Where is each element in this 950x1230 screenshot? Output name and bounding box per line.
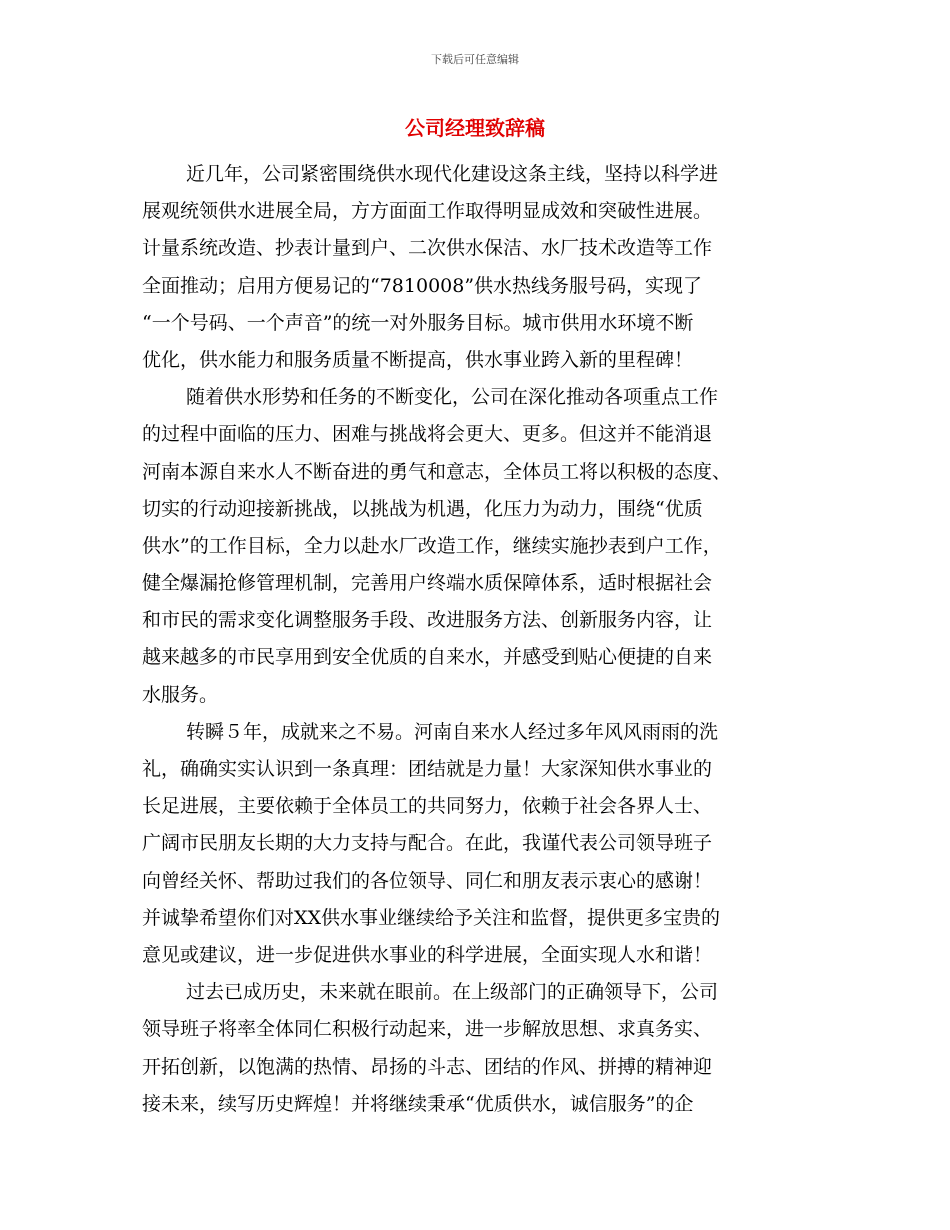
text-line: 近几年，公司紧密围绕供水现代化建设这条主线，坚持以科学进 xyxy=(186,163,719,185)
text-line: 接未来，续写历史辉煌！并将继续秉承“优质供水，诚信服务”的企 xyxy=(142,1092,694,1115)
text-line: 展观统领供水进展全局，方方面面工作取得明显成效和突破性进展。 xyxy=(142,200,713,223)
paragraph-2 xyxy=(142,379,802,714)
text-line: 河南本源自来水人不断奋进的勇气和意志，全体员工将以积极的态度、 xyxy=(142,460,732,483)
paragraph-3 xyxy=(142,714,802,974)
text-line: 并诚挚希望你们对XX供水事业继续给予关注和监督，提供更多宝贵的 xyxy=(142,906,721,929)
text-line: 随着供水形势和任务的不断变化，公司在深化推动各项重点工作 xyxy=(186,386,719,409)
text-line: 水服务。 xyxy=(142,683,219,706)
text-line: 广阔市民朋友长期的大力支持与配合。在此，我谨代表公司领导班子 xyxy=(142,832,713,855)
header-note: 下载后可任意编辑 xyxy=(431,53,519,66)
text-line: “一个号码、一个声音”的统一对外服务目标。城市供用水环境不断 xyxy=(142,311,694,334)
text-line: 领导班子将率全体同仁积极行动起来，进一步解放思想、求真务实、 xyxy=(142,1018,713,1041)
text-line: 供水”的工作目标，全力以赴水厂改造工作，继续实施抄表到户工作， xyxy=(142,534,722,557)
text-line: 过去已成历史，未来就在眼前。在上级部门的正确领导下，公司 xyxy=(186,981,719,1004)
text-line: 转瞬５年，成就来之不易。河南自来水人经过多年风风雨雨的洗 xyxy=(186,720,719,743)
text-line: 礼，确确实实认识到一条真理：团结就是力量！大家深知供水事业的 xyxy=(142,758,713,780)
text-line: 全面推动；启用方便易记的“7810008”供水热线务服号码，实现了 xyxy=(142,274,703,297)
text-line: 切实的行动迎接新挑战，以挑战为机遇，化压力为动力，围绕“优质 xyxy=(142,497,703,520)
text-line: 健全爆漏抢修管理机制，完善用户终端水质保障体系，适时根据社会 xyxy=(142,572,713,595)
text-line: 越来越多的市民享用到安全优质的自来水，并感受到贴心便捷的自来 xyxy=(142,646,713,669)
text-line: 的过程中面临的压力、困难与挑战将会更大、更多。但这并不能消退 xyxy=(142,423,713,446)
document-body xyxy=(142,156,802,1123)
paragraph-1 xyxy=(142,156,802,379)
text-line: 向曾经关怀、帮助过我们的各位领导、同仁和朋友表示衷心的感谢！ xyxy=(142,869,713,892)
text-line: 和市民的需求变化调整服务手段、改进服务方法、创新服务内容，让 xyxy=(142,609,713,632)
document-title: 公司经理致辞稿 xyxy=(405,116,545,140)
text-line: 开拓创新，以饱满的热情、昂扬的斗志、团结的作风、拼搏的精神迎 xyxy=(142,1055,713,1078)
text-line: 优化，供水能力和服务质量不断提高，供水事业跨入新的里程碑！ xyxy=(142,348,694,371)
text-line: 计量系统改造、抄表计量到户、二次供水保洁、水厂技术改造等工作 xyxy=(142,237,713,260)
text-line: 长足进展，主要依赖于全体员工的共同努力，依赖于社会各界人士、 xyxy=(142,795,713,818)
paragraph-4 xyxy=(142,974,802,1123)
text-line: 意见或建议，进一步促进供水事业的科学进展，全面实现人水和谐！ xyxy=(142,943,713,966)
